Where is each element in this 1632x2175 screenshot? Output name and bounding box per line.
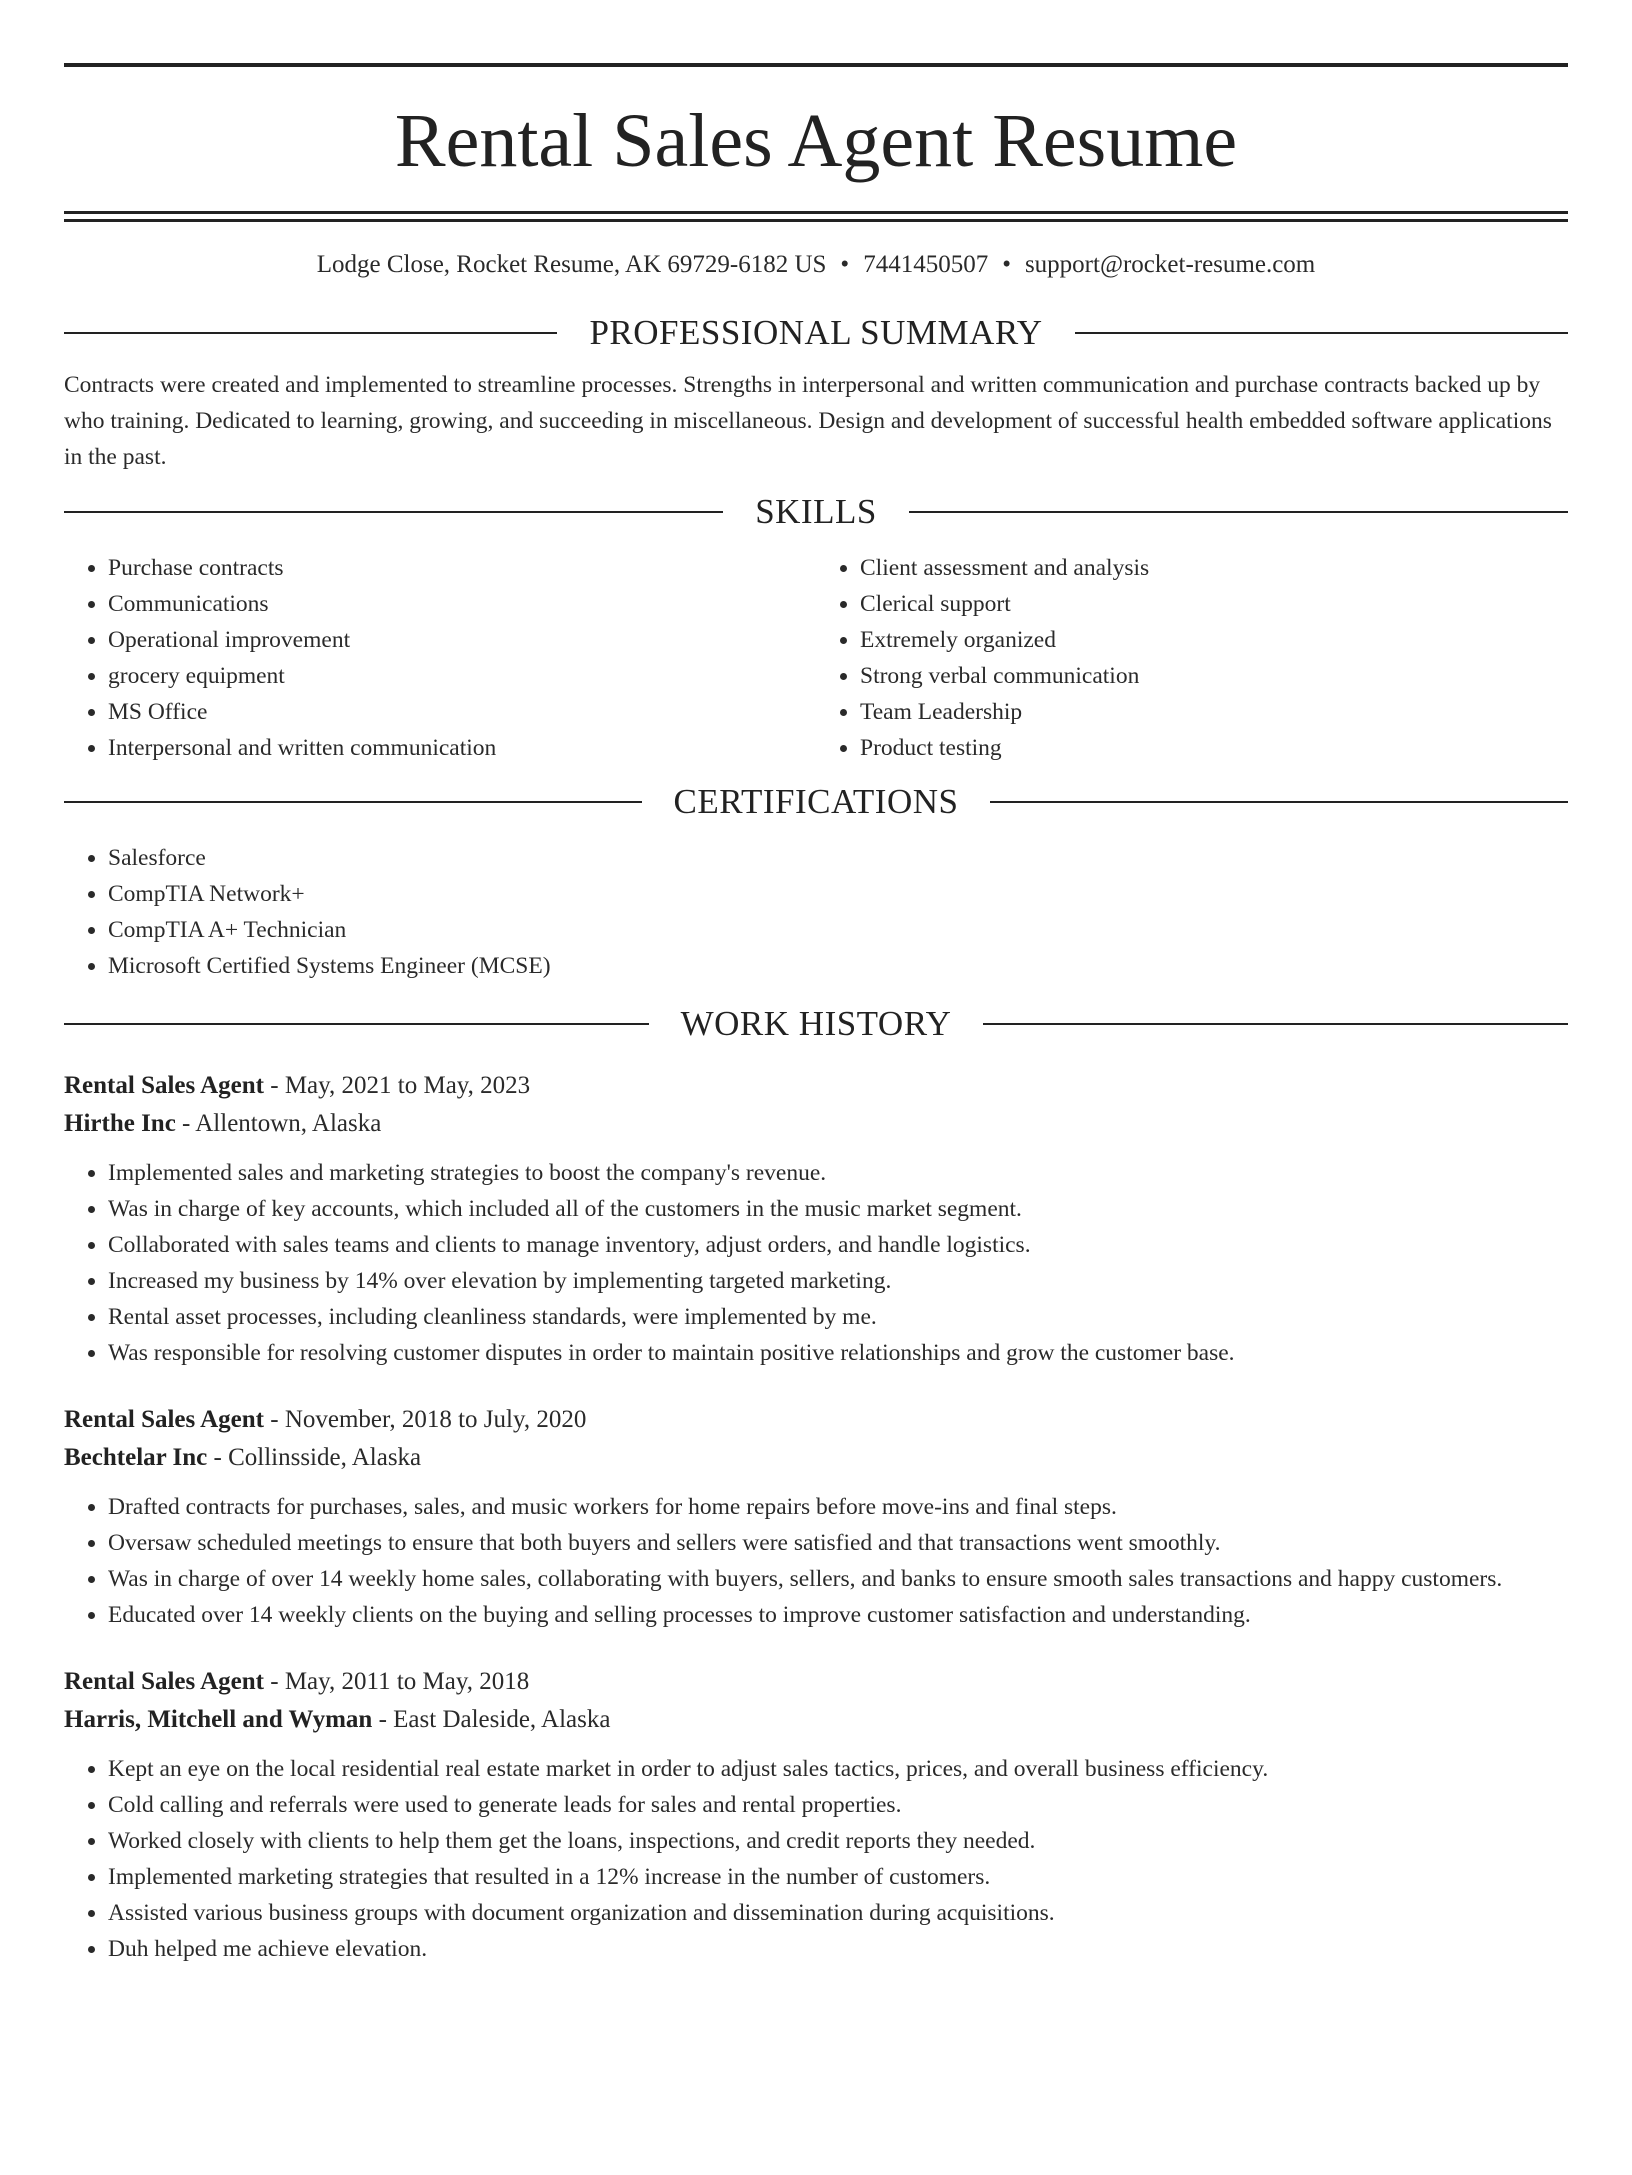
heading-rule bbox=[64, 511, 723, 513]
job-dates: - November, 2018 to July, 2020 bbox=[264, 1406, 587, 1433]
job-bullet: • Was in charge of over 14 weekly home sales, collaborating with buyers, sellers, and banks to ensure smooth sales transactions and happy customers. bbox=[108, 1561, 1568, 1597]
job-bullets bbox=[64, 1155, 1568, 1371]
job-bullet: • Was in charge of key accounts, which included all of the customers in the music market segment. bbox=[108, 1191, 1568, 1227]
job-entry bbox=[64, 1401, 1568, 1633]
job-title-line bbox=[64, 1401, 1568, 1439]
job-bullet: • Oversaw scheduled meetings to ensure that both buyers and sellers were satisfied and that transactions went smoothly. bbox=[108, 1525, 1568, 1561]
job-bullets bbox=[64, 1489, 1568, 1633]
heading-rule bbox=[983, 1023, 1568, 1025]
job-title-line bbox=[64, 1067, 1568, 1105]
work-section-heading bbox=[64, 1004, 1568, 1044]
contact-phone: 7441450507 bbox=[863, 251, 989, 278]
job-dates: - May, 2021 to May, 2023 bbox=[264, 1072, 531, 1099]
heading-rule bbox=[1075, 332, 1568, 334]
certification-item: • CompTIA A+ Technician bbox=[108, 912, 1568, 948]
skill-item: • Interpersonal and written communication bbox=[108, 730, 816, 766]
job-company: Hirthe Inc bbox=[64, 1110, 176, 1137]
summary-heading: PROFESSIONAL SUMMARY bbox=[589, 313, 1043, 352]
job-bullet: • Implemented marketing strategies that resulted in a 12% increase in the number of customers. bbox=[108, 1859, 1568, 1895]
job-dates: - May, 2011 to May, 2018 bbox=[264, 1668, 530, 1695]
title-double-rule bbox=[64, 211, 1568, 214]
job-bullet: • Kept an eye on the local residential real estate market in order to adjust sales tactics, prices, and overall business efficiency. bbox=[108, 1751, 1568, 1787]
job-company: Bechtelar Inc bbox=[64, 1444, 208, 1471]
skill-item: • Purchase contracts bbox=[108, 550, 816, 586]
contact-address: Lodge Close, Rocket Resume, AK 69729-6182 US bbox=[316, 251, 827, 278]
contact-separator: • bbox=[840, 251, 850, 278]
job-bullet: • Implemented sales and marketing strategies to boost the company's revenue. bbox=[108, 1155, 1568, 1191]
summary-text: Contracts were created and implemented to streamline processes. Strengths in interpersonal and written communication and purchase contracts backed up by who training. Dedicated to learning, growing, and succeeding in miscellaneous. Design and development of successful health embedded software applications in the past. bbox=[64, 372, 1552, 470]
resume-page bbox=[0, 63, 1632, 2175]
certifications-heading: CERTIFICATIONS bbox=[673, 782, 959, 821]
skill-item: • Extremely organized bbox=[860, 622, 1568, 658]
skill-item: • Client assessment and analysis bbox=[860, 550, 1568, 586]
skills-list-right bbox=[816, 550, 1568, 766]
job-bullets bbox=[64, 1751, 1568, 1967]
job-entry bbox=[64, 1067, 1568, 1371]
contact-separator: • bbox=[1002, 251, 1011, 278]
certification-item: • Salesforce bbox=[108, 840, 1568, 876]
certification-item: • CompTIA Network+ bbox=[108, 876, 1568, 912]
job-bullet: • Increased my business by 14% over elevation by implementing targeted marketing. bbox=[108, 1263, 1568, 1299]
skill-item: • Strong verbal communication bbox=[860, 658, 1568, 694]
job-bullet: • Duh helped me achieve elevation. bbox=[108, 1931, 1568, 1967]
skills-heading: SKILLS bbox=[755, 492, 877, 531]
job-company-line bbox=[64, 1105, 1568, 1143]
heading-rule bbox=[909, 511, 1568, 513]
summary-section-heading bbox=[64, 313, 1568, 353]
job-title: Rental Sales Agent bbox=[64, 1406, 264, 1433]
certification-item: • Microsoft Certified Systems Engineer (MCSE) bbox=[108, 948, 1568, 984]
skill-item: • grocery equipment bbox=[108, 658, 816, 694]
job-bullet: • Educated over 14 weekly clients on the buying and selling processes to improve customer satisfaction and understanding. bbox=[108, 1597, 1568, 1633]
skills-columns bbox=[64, 550, 1568, 766]
job-entry bbox=[64, 1663, 1568, 1967]
skills-section-heading bbox=[64, 492, 1568, 532]
job-title: Rental Sales Agent bbox=[64, 1668, 264, 1695]
heading-rule bbox=[64, 1023, 649, 1025]
job-bullet: • Collaborated with sales teams and clients to manage inventory, adjust orders, and handle logistics. bbox=[108, 1227, 1568, 1263]
certifications-list bbox=[64, 840, 1568, 984]
skill-item: • Operational improvement bbox=[108, 622, 816, 658]
job-title: Rental Sales Agent bbox=[64, 1072, 264, 1099]
contact-line bbox=[64, 250, 1568, 280]
skill-item: • Product testing bbox=[860, 730, 1568, 766]
work-heading: WORK HISTORY bbox=[680, 1004, 952, 1043]
job-company-line bbox=[64, 1439, 1568, 1477]
skills-list-left bbox=[64, 550, 816, 766]
page-title: Rental Sales Agent Resume bbox=[394, 99, 1238, 183]
skill-item: • Team Leadership bbox=[860, 694, 1568, 730]
job-company: Harris, Mitchell and Wyman bbox=[64, 1706, 373, 1733]
job-bullet: • Cold calling and referrals were used to generate leads for sales and rental properties. bbox=[108, 1787, 1568, 1823]
top-rule bbox=[64, 63, 1568, 67]
job-company-line bbox=[64, 1701, 1568, 1739]
skill-item: • MS Office bbox=[108, 694, 816, 730]
heading-rule bbox=[990, 801, 1568, 803]
job-title-line bbox=[64, 1663, 1568, 1701]
skill-item: • Communications bbox=[108, 586, 816, 622]
job-bullet: • Rental asset processes, including cleanliness standards, were implemented by me. bbox=[108, 1299, 1568, 1335]
contact-email: support@rocket-resume.com bbox=[1024, 251, 1316, 278]
certifications-section-heading bbox=[64, 782, 1568, 822]
job-location: - Allentown, Alaska bbox=[175, 1110, 382, 1137]
heading-rule bbox=[64, 332, 557, 334]
job-bullet: • Drafted contracts for purchases, sales, and music workers for home repairs before move-ins and final steps. bbox=[108, 1489, 1568, 1525]
skill-item: • Clerical support bbox=[860, 586, 1568, 622]
job-location: - Collinsside, Alaska bbox=[207, 1444, 422, 1471]
job-location: - East Daleside, Alaska bbox=[372, 1706, 611, 1733]
heading-rule bbox=[64, 801, 642, 803]
job-bullet: • Worked closely with clients to help them get the loans, inspections, and credit reports they needed. bbox=[108, 1823, 1568, 1859]
job-bullet: • Was responsible for resolving customer disputes in order to maintain positive relationships and grow the customer base. bbox=[108, 1335, 1568, 1371]
job-bullet: • Assisted various business groups with document organization and dissemination during acquisitions. bbox=[108, 1895, 1568, 1931]
